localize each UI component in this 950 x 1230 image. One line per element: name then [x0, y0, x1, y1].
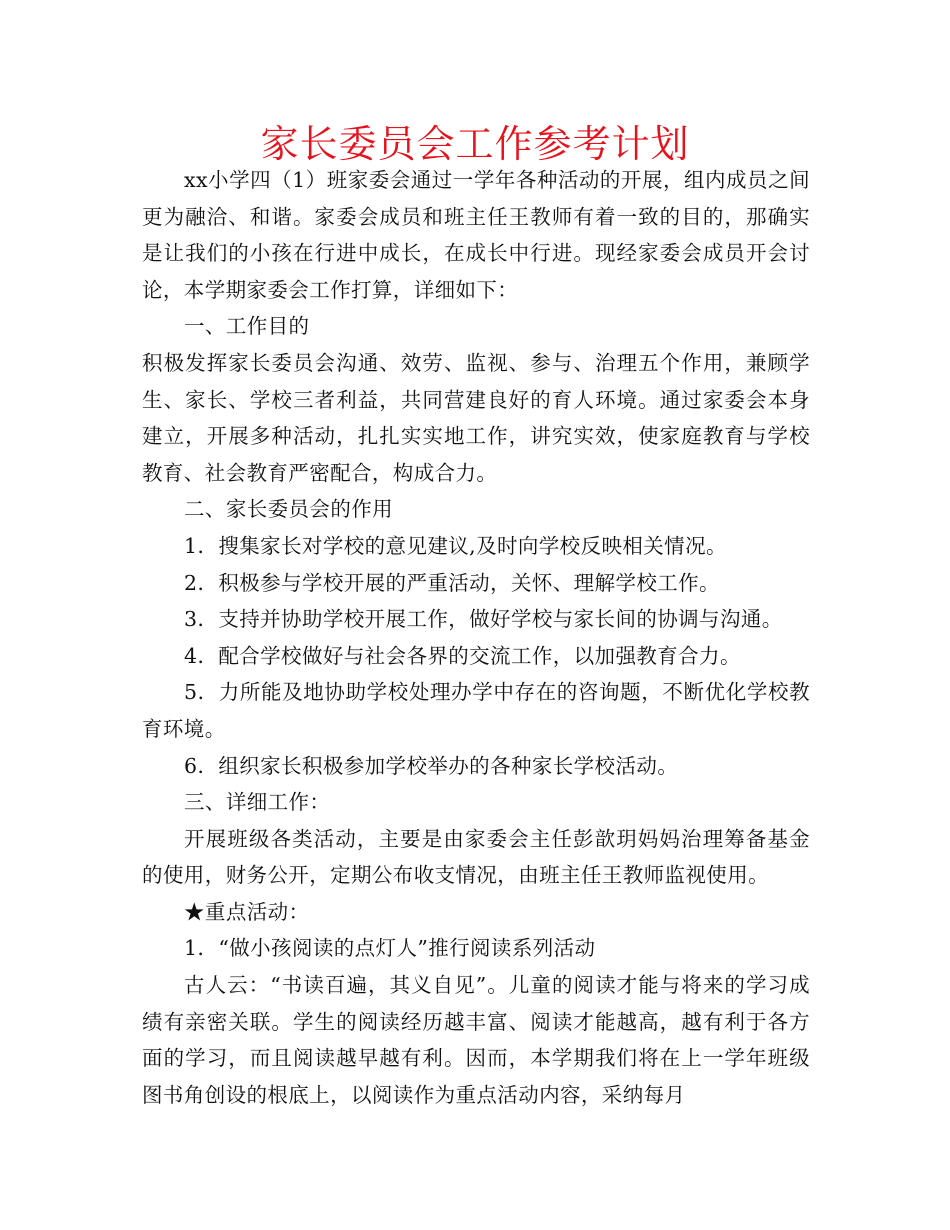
intro-paragraph: xx小学四（1）班家委会通过一学年各种活动的开展，组内成员之间更为融洽、和谐。家委会成员和班主任王教师有着一致的目的，那确实是让我们的小孩在行进中成长，在成长中行进。现经家委会成员开会讨论，本学期家委会工作打算，详细如下： — [142, 168, 810, 302]
key-activities-heading: ★重点活动： — [184, 899, 310, 924]
document-body — [142, 162, 810, 1113]
role-item-1: 1．搜集家长对学校的意见建议,及时向学校反映相关情况。 — [184, 533, 727, 558]
section-heading-roles: 二、家长委员会的作用 — [184, 497, 394, 522]
role-item-3: 3．支持并协助学校开展工作，做好学校与家长间的协调与沟通。 — [184, 607, 783, 632]
activity-item-1: 1．“做小孩阅读的点灯人”推行阅读系列活动 — [184, 936, 596, 961]
reading-paragraph: 古人云：“书读百遍，其义自见”。儿童的阅读才能与将来的学习成绩有亲密关联。学生的阅读经历越丰富、阅读才能越高，越有利于各方面的学习，而且阅读越早越有利。因而，本学期我们将在上一学年班级图书角创设的根底上，以阅读作为重点活动内容，采纳每月 — [142, 973, 810, 1107]
work-paragraph: 开展班级各类活动，主要是由家委会主任彭歆玥妈妈治理筹备基金的使用，财务公开，定期公布收支情况，由班主任王教师监视使用。 — [142, 826, 810, 888]
section-heading-work: 三、详细工作： — [184, 790, 331, 815]
role-item-6: 6．组织家长积极参加学校举办的各种家长学校活动。 — [184, 753, 679, 778]
section-heading-goals: 一、工作目的 — [184, 314, 310, 339]
role-item-5: 5．力所能及地协助学校处理办学中存在的咨询题，不断优化学校教育环境。 — [142, 680, 810, 741]
role-item-4: 4．配合学校做好与社会各界的交流工作，以加强教育合力。 — [184, 643, 741, 668]
role-item-2: 2．积极参与学校开展的严重活动，关怀、理解学校工作。 — [184, 570, 720, 595]
goals-paragraph: 积极发挥家长委员会沟通、效劳、监视、参与、治理五个作用，兼顾学生、家长、学校三者利益，共同营建良好的育人环境。通过家委会本身建立，开展多种活动，扎扎实实地工作，讲究实效，使家庭教育与学校教育、社会教育严密配合，构成合力。 — [142, 350, 810, 485]
document-title: 家长委员会工作参考计划 — [260, 122, 690, 166]
